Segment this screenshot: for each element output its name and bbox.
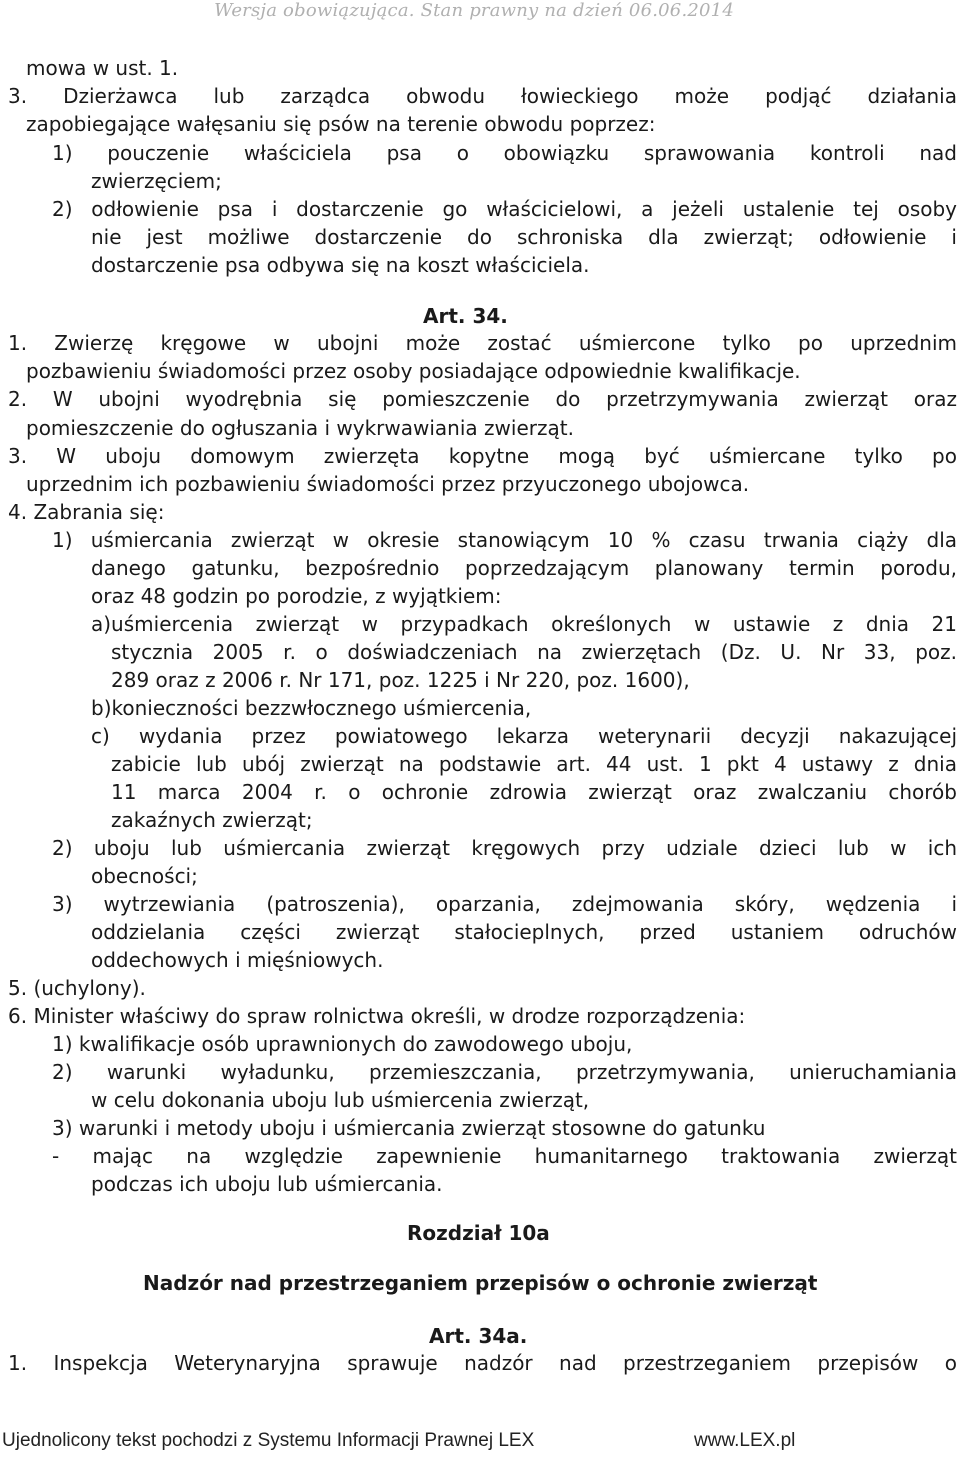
text-line: pomieszczenie do ogłuszania i wykrwawiania zwierząt. [26,416,574,440]
text-line: 3. W uboju domowym zwierzęta kopytne mogą być uśmiercane tylko po [8,444,957,468]
text-line: 11 marca 2004 r. o ochronie zdrowia zwierząt oraz zwalczaniu chorób [111,780,957,804]
text-line: 3. Dzierżawca lub zarządca obwodu łowieckiego może podjąć działania [8,84,957,108]
text-line: w celu dokonania uboju lub uśmiercenia zwierząt, [91,1088,590,1112]
text-line: podczas ich uboju lub uśmiercania. [91,1172,443,1196]
text-line: 289 oraz z 2006 r. Nr 171, poz. 1225 i Nr 220, poz. 1600), [111,668,690,692]
text-line: a)uśmiercenia zwierząt w przypadkach określonych w ustawie z dnia 21 [91,612,957,636]
text-line: uprzednim ich pozbawieniu świadomości przez przyuczonego ubojowca. [26,472,750,496]
text-line: obecności; [91,864,198,888]
section-heading: Nadzór nad przestrzeganiem przepisów o ochronie zwierząt [143,1271,818,1295]
text-line: danego gatunku, bezpośrednio poprzedzającym planowany termin porodu, [91,556,957,580]
text-line: b)konieczności bezzwłocznego uśmiercenia, [91,696,532,720]
text-line: 1) pouczenie właściciela psa o obowiązku sprawowania kontroli nad [52,141,957,165]
text-line: zakaźnych zwierząt; [111,808,313,832]
text-line: oraz 48 godzin po porodzie, z wyjątkiem: [91,584,502,608]
text-line: 2) uboju lub uśmiercania zwierząt kręgowych przy udziale dzieci lub w ich [52,836,957,860]
text-line: 5. (uchylony). [8,976,146,1000]
section-heading: Art. 34a. [429,1324,528,1348]
text-line: 1. Inspekcja Weterynaryjna sprawuje nadzór nad przestrzeganiem przepisów o [8,1351,957,1375]
running-head: Wersja obowiązująca. Stan prawny na dzień 06.06.2014 [214,0,734,21]
footer-link[interactable]: www.LEX.pl [694,1430,796,1451]
text-line: 4. Zabrania się: [8,500,165,524]
page-footer [2,1430,957,1452]
text-line: zapobiegające wałęsaniu się psów na terenie obwodu poprzez: [26,112,656,136]
text-line: mowa w ust. 1. [26,56,179,80]
text-line: pozbawieniu świadomości przez osoby posiadające odpowiednie kwalifikacje. [26,359,801,383]
section-heading: Rozdział 10a [407,1221,550,1245]
text-line: oddechowych i mięśniowych. [91,948,384,972]
text-line: 2. W ubojni wyodrębnia się pomieszczenie do przetrzymywania zwierząt oraz [8,387,957,411]
text-line: 6. Minister właściwy do spraw rolnictwa określi, w drodze rozporządzenia: [8,1004,746,1028]
footer-source-note: Ujednolicony tekst pochodzi z Systemu Informacji Prawnej LEX [2,1430,535,1451]
text-line: 3) warunki i metody uboju i uśmiercania zwierząt stosowne do gatunku [52,1116,766,1140]
text-line: 2) warunki wyładunku, przemieszczania, przetrzymywania, unieruchamiania [52,1060,957,1084]
text-line: zwierzęciem; [91,169,222,193]
text-line: dostarczenie psa odbywa się na koszt właściciela. [91,253,590,277]
text-line: 2) odłowienie psa i dostarczenie go właścicielowi, a jeżeli ustalenie tej osoby [52,197,957,221]
text-line: 1) kwalifikacje osób uprawnionych do zawodowego uboju, [52,1032,633,1056]
text-line: oddzielania części zwierząt stałocieplnych, przed ustaniem odruchów [91,920,957,944]
section-heading: Art. 34. [423,304,508,328]
text-line: 3) wytrzewiania (patroszenia), oparzania, zdejmowania skóry, wędzenia i [52,892,957,916]
text-line: zabicie lub ubój zwierząt na podstawie art. 44 ust. 1 pkt 4 ustawy z dnia [111,752,957,776]
text-line: nie jest możliwe dostarczenie do schroniska dla zwierząt; odłowienie i [91,225,957,249]
text-line: - mając na względzie zapewnienie humanitarnego traktowania zwierząt [52,1144,957,1168]
text-line: stycznia 2005 r. o doświadczeniach na zwierzętach (Dz. U. Nr 33, poz. [111,640,957,664]
text-line: 1. Zwierzę kręgowe w ubojni może zostać uśmiercone tylko po uprzednim [8,331,957,355]
text-line: c) wydania przez powiatowego lekarza weterynarii decyzji nakazującej [91,724,957,748]
text-line: 1) uśmiercania zwierząt w okresie stanowiącym 10 % czasu trwania ciąży dla [52,528,957,552]
